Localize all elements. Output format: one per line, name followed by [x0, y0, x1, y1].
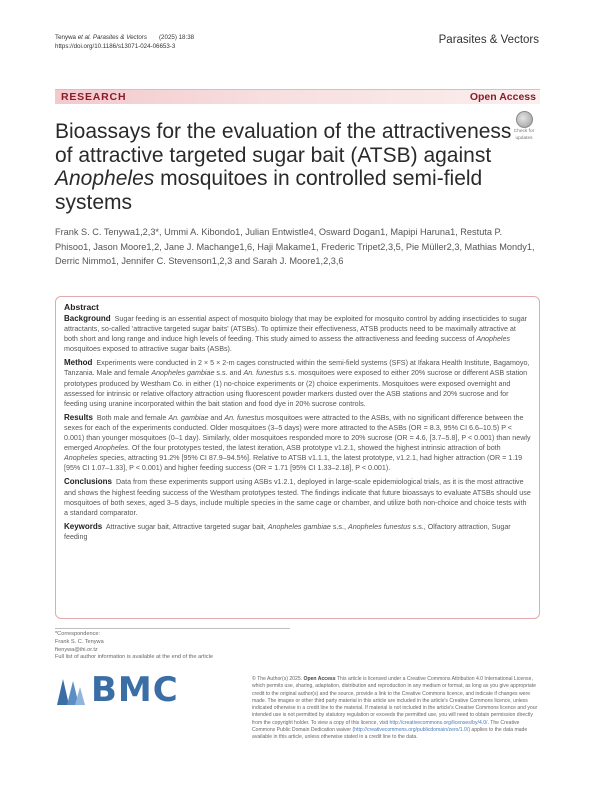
open-access-label: Open Access — [469, 91, 536, 103]
license-text: © The Author(s) 2025. Open Access This article is licensed under a Creative Commons Attribution 4.0 International License, which permits use, sharing, adaptation, distribution and reproduction in any medium or format, as long as you give appropriate credit to the original author(s) and the source, provide a link to the Creative Commons licence, and indicate if changes were made. The images or other third party material in this article are included in the article's Creative Commons licence, unless indicated otherwise in a credit line to the material. If material is not included in the article's Creative Commons licence and your intended use is not permitted by statutory regulation or exceeds the permitted use, you will need to obtain permission directly from the copyright holder. To view a copy of this licence, visit http://creativecommons.org/licenses/by/4.0/. The Creative Commons Public Domain Dedication waiver (http://creativecommons.org/publicdomain/zero/1.0/) applies to the data made available in this article, unless otherwise stated in a credit line to the data. — [252, 676, 538, 741]
running-header-citation — [55, 33, 194, 51]
correspondence-name: Frank S. C. Tenywa — [55, 638, 104, 645]
author-info-note: Full list of author information is available at the end of the article — [55, 654, 213, 661]
bmc-wordmark: BMC — [91, 670, 179, 710]
badge-line-2: updates — [515, 135, 533, 141]
abstract-method: Method Experiments were conducted in 2 × 5 × 2-m cages constructed within the semi-field systems (SFS) at Ifakara Health Institute, Bagamoyo, Tanzania. Male and female Anopheles gambiae s.s. and An. funestus s.s. mosquitoes were exposed to either 20% sucrose or different ASB station prototypes produced by Westham Co. in either (1) no-choice experiments or (2) choice experiments. Mosquitoes were exposed overnight and assessed for intrinsic or relative olfactory attraction using fluorescent powder markers dusted over the ASB stations and 20% sucrose and for feeding using uranine incorporated within the bait station and food dye in 20% sucrose controls. — [64, 358, 530, 408]
cc-by-link[interactable]: http://creativecommons.org/licenses/by/4.0/ — [389, 719, 488, 726]
abstract-keywords: Keywords Attractive sugar bait, Attractive targeted sugar bait, Anopheles gambiae s.s., Anopheles funestus s.s., Olfactory attraction, Sugar feeding — [64, 521, 511, 541]
abstract-conclusions: Conclusions Data from these experiments support using ASBs v1.2.1, deployed in large-scale epidemiological trials, as it is the most attractive and shows the highest feeding success of the Westham prototypes tested. The findings indicate that future bioassays to evaluate ATSBs should use mosquitoes of both sexes, aged 3–5 days, include multiple species in the same cage or chamber, and utilize both non-choice and choice tests with a standard comparator. — [64, 477, 531, 517]
doi-link[interactable]: https://doi.org/10.1186/s13071-024-06653-3 — [55, 43, 176, 50]
correspondence-email[interactable]: ftenywa@ihi.or.tz — [55, 646, 98, 653]
badge-line-1: Check for — [513, 129, 535, 134]
keywords-label: Keywords — [64, 521, 103, 531]
journal-name: Parasites & Vectors — [438, 34, 539, 46]
conclusions-label: Conclusions — [64, 477, 113, 487]
abstract-background: Background Sugar feeding is an essential aspect of mosquito biology that may be exploited for mosquito control by adding insecticides to sugar attractants, so-called 'attractive targeted sugar baits' (ATSBs). To optimize their effectiveness, ATSB products need to be maximally attractive at both short and long range and induce high levels of feeding. This study aimed to assess the attractiveness and feeding success of Anopheles mosquitoes exposed to attractive sugar baits (ASBs). — [64, 314, 528, 354]
title-italic: Anopheles — [55, 167, 155, 190]
citation-journal: et al. Parasites & Vectors — [77, 34, 147, 41]
update-badge-icon — [516, 111, 533, 128]
author-list: Frank S. C. Tenywa1,2,3*, Ummi A. Kibondo1, Julian Entwistle4, Osward Dogan1, Mapipi Haruna1, Restuta P. Phisoo1, Jason Moore1,2, Jane J. Machange1,6, Haji Makame1, Frederic Tripet2,3,5, Pie Müller2,3, Mathias Mondy1, Derric Nimmo1, Jennifer C. Stevenson1,2,3 and Sarah J. Moore1,2,3,6 — [55, 227, 535, 266]
citation-author: Tenywa — [55, 34, 78, 41]
article-title — [55, 120, 515, 214]
footnote-divider — [55, 628, 290, 629]
citation-year: (2025) 18:38 — [159, 34, 195, 41]
method-label: Method — [64, 358, 93, 368]
results-label: Results — [64, 412, 93, 422]
check-for-updates-badge[interactable] — [507, 111, 541, 141]
abstract-results: Results Both male and female An. gambiae and An. funestus mosquitoes were attracted to the ASBs, with no significant difference between the sexes for each of the experiments conducted. Older mosquitoes (3–5 days) were more attracted to the ASBs (OR = 8.3, 95% CI 6.6–10.5) P < 0.001) than younger mosquitoes (0–1 day). Similarly, older mosquitoes responded more to 20% sucrose (OR = 4.6, [3.7–5.8], P < 0.001) than newly emerged Anopheles. Of the four prototypes tested, the latest iteration, ASB prototype v1.2.1, showed the highest intrinsic attraction of both Anopheles species, attracting 91.2% [95% CI 87.9–94.5%]. Relative to ATSB v1.1.1, the latest prototype, v1.2.1, had higher attraction (OR = 1.19 [95% CI 1.07–1.33], P < 0.001) and higher feeding success (OR = 1.71 [95% CI 1.33–2.18], P < 0.001). — [64, 412, 531, 473]
background-label: Background — [64, 314, 111, 323]
correspondence-label: *Correspondence: — [55, 631, 101, 637]
title-text-2: mosquitoes in controlled semi-field systems — [55, 167, 483, 214]
correspondence-block — [55, 631, 295, 662]
cc-zero-link[interactable]: http://creativecommons.org/publicdomain/zero/1.0/ — [354, 727, 469, 734]
section-label: RESEARCH — [61, 91, 127, 103]
bmc-logo[interactable] — [55, 672, 215, 712]
section-band — [55, 89, 540, 104]
bmc-logo-icon — [55, 675, 85, 707]
title-text-1: Bioassays for the evaluation of the attractiveness of attractive targeted sugar bait (ATSB) against — [55, 120, 512, 167]
abstract-heading: Abstract — [64, 302, 99, 312]
abstract-box — [55, 296, 540, 619]
